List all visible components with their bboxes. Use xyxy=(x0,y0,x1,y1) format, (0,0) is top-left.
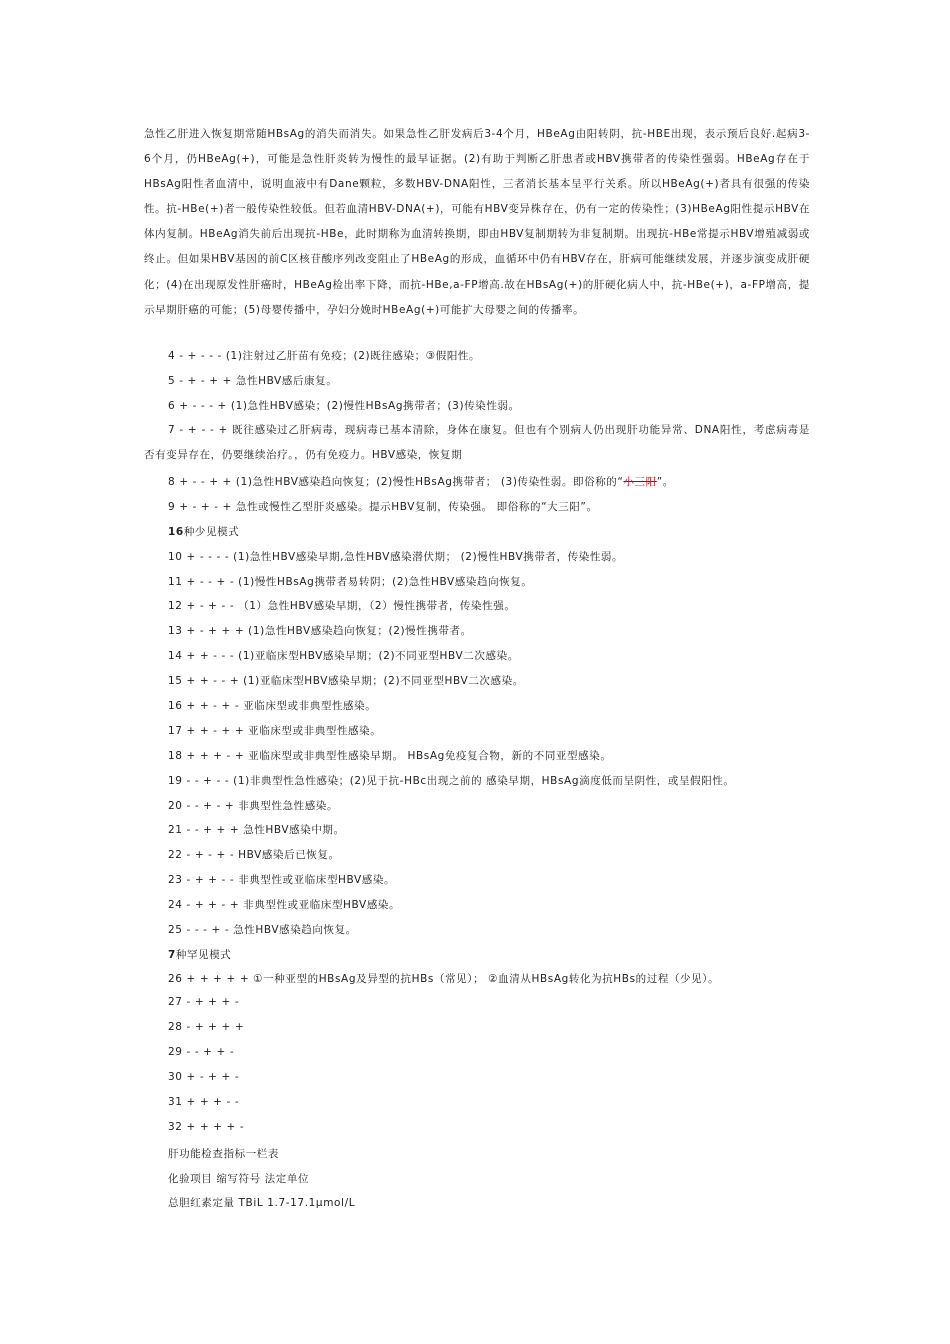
pattern-28: 28 - + + + + xyxy=(168,1021,245,1033)
pattern-9: 9 + - + - + 急性或慢性乙型肝炎感染。提示HBV复制，传染强。 即俗称的“大三阳”。 xyxy=(168,501,598,513)
pattern-23: 23 - + + - - 非典型性或亚临床型HBV感染。 xyxy=(168,874,396,886)
section-heading-rare-16 xyxy=(168,524,239,539)
pattern-22: 22 - + - + - HBV感染后已恢复。 xyxy=(168,849,340,861)
pattern-12: 12 + - + - - （1）急性HBV感染早期，（2）慢性携带者，传染性强。 xyxy=(168,600,516,612)
pattern-10: 10 + - - - - (1)急性HBV感染早期,急性HBV感染潜伏期； (2)慢性HBV携带者，传染性弱。 xyxy=(168,551,624,563)
table-header: 化验项目 缩写符号 法定单位 xyxy=(168,1173,310,1185)
pattern-18: 18 + + + - + 亚临床型或非典型性感染早期。 HBsAg免疫复合物，新的不同亚型感染。 xyxy=(168,750,612,762)
pattern-31: 31 + + + - - xyxy=(168,1096,240,1108)
pattern-32: 32 + + + + - xyxy=(168,1121,245,1133)
pattern-19: 19 - - + - - (1)非典型性急性感染；(2)见于抗-HBc出现之前的 感染早期，HBsAg滴度低而呈阴性，或呈假阳性。 xyxy=(168,775,735,787)
pattern-8-end: ”。 xyxy=(656,476,674,488)
pattern-11: 11 + - - + - (1)慢性HBsAg携带者易转阴；(2)急性HBV感染趋向恢复。 xyxy=(168,576,533,588)
heading-number: 7 xyxy=(168,949,176,961)
pattern-15: 15 + + - - + (1)亚临床型HBV感染早期；(2)不同亚型HBV二次感染。 xyxy=(168,675,524,687)
pattern-26: 26 + + + + + ①一种亚型的HBsAg及异型的抗HBs（常见）； ②血清从HBsAg转化为抗HBs的过程（少见）。 xyxy=(168,973,720,985)
heading-number: 16 xyxy=(168,526,184,538)
pattern-24: 24 - + + - + 非典型性或亚临床型HBV感染。 xyxy=(168,899,401,911)
pattern-20: 20 - - + - + 非典型性急性感染。 xyxy=(168,800,339,812)
heading-text: 种罕见模式 xyxy=(175,949,232,961)
table-title: 肝功能检查指标一栏表 xyxy=(168,1148,279,1160)
pattern-29: 29 - - + + - xyxy=(168,1046,235,1058)
pattern-21: 21 - - + + + 急性HBV感染中期。 xyxy=(168,824,345,836)
pattern-30: 30 + - + + - xyxy=(168,1071,240,1083)
section-heading-rare-7 xyxy=(168,947,231,962)
pattern-5: 5 - + - + + 急性HBV感后康复。 xyxy=(168,375,338,387)
pattern-8-text: 8 + - - + + (1)急性HBV感染趋向恢复；(2)慢性HBsAg携带者； (3)传染性弱。即俗称的“ xyxy=(168,476,624,488)
pattern-7: 7 - + - - + 既往感染过乙肝病毒，现病毒已基本清除，身体在康复。但也有个别病人仍出现肝功能异常、DNA阳性，考虑病毒是否有变异存在，仍要继续治疗。，仍有免疫力。HBV感染，恢复期 xyxy=(144,424,810,461)
pattern-13: 13 + - + + + (1)急性HBV感染趋向恢复；(2)慢性携带者。 xyxy=(168,625,472,637)
pattern-16: 16 + + - + - 亚临床型或非典型性感染。 xyxy=(168,700,377,712)
intro-paragraph: 急性乙肝进入恢复期常随HBsAg的消失而消失。如果急性乙肝发病后3-4个月，HBeAg由阳转阴，抗-HBE出现，表示预后良好.起病3-6个月，仍HBeAg(+)，可能是急性肝炎转为慢性的最早证据。(2)有助于判断乙肝患者或HBV携带者的传染性强弱。HBeAg存在于HBsAg阳性者血清中，说明血液中有Dane颗粒，多数HBV-DNA阳性，三者消长基本呈平行关系。所以HBeAg(+)者具有很强的传染性。抗-HBe(+)者一般传染性较低。但若血清HBV-DNA(+)，可能有HBV变异株存在，仍有一定的传染性；(3)HBeAg阳性提示HBV在体内复制。HBeAg消失前后出现抗-HBe，此时期称为血清转换期，即由HBV复制期转为非复制期。出现抗-HBe常提示HBV增殖减弱或终止。但如果HBV基因的前C区核苷酸序列改变阻止了HBeAg的形成，血循环中仍有HBV存在，肝病可能继续发展，并逐步演变成肝硬化；(4)在出现原发性肝癌时，HBeAg检出率下降，而抗-HBe,a-FP增高.故在HBsAg(+)的肝硬化病人中，抗-HBe(+)，a-FP增高，提示早期肝癌的可能；(5)母婴传播中，孕妇分娩时HBeAg(+)可能扩大母婴之间的传播率。 xyxy=(144,128,810,316)
pattern-17: 17 + + - + + 亚临床型或非典型性感染。 xyxy=(168,725,382,737)
pattern-27: 27 - + + + - xyxy=(168,996,240,1008)
pattern-8 xyxy=(168,474,674,489)
pattern-4: 4 - + - - - (1)注射过乙肝苗有免疫；(2)既往感染；③假阳性。 xyxy=(168,350,481,362)
pattern-14: 14 + + - - - (1)亚临床型HBV感染早期；(2)不同亚型HBV二次感染。 xyxy=(168,650,519,662)
pattern-6: 6 + - - - + (1)急性HBV感染；(2)慢性HBsAg携带者；(3)传染性弱。 xyxy=(168,400,520,412)
table-row: 总胆红素定量 TBiL 1.7-17.1μmol/L xyxy=(168,1197,356,1209)
pattern-25: 25 - - - + - 急性HBV感染趋向恢复。 xyxy=(168,924,357,936)
pattern-8-struck-text: 小三阳 xyxy=(623,476,657,488)
heading-text: 种少见模式 xyxy=(183,526,240,538)
